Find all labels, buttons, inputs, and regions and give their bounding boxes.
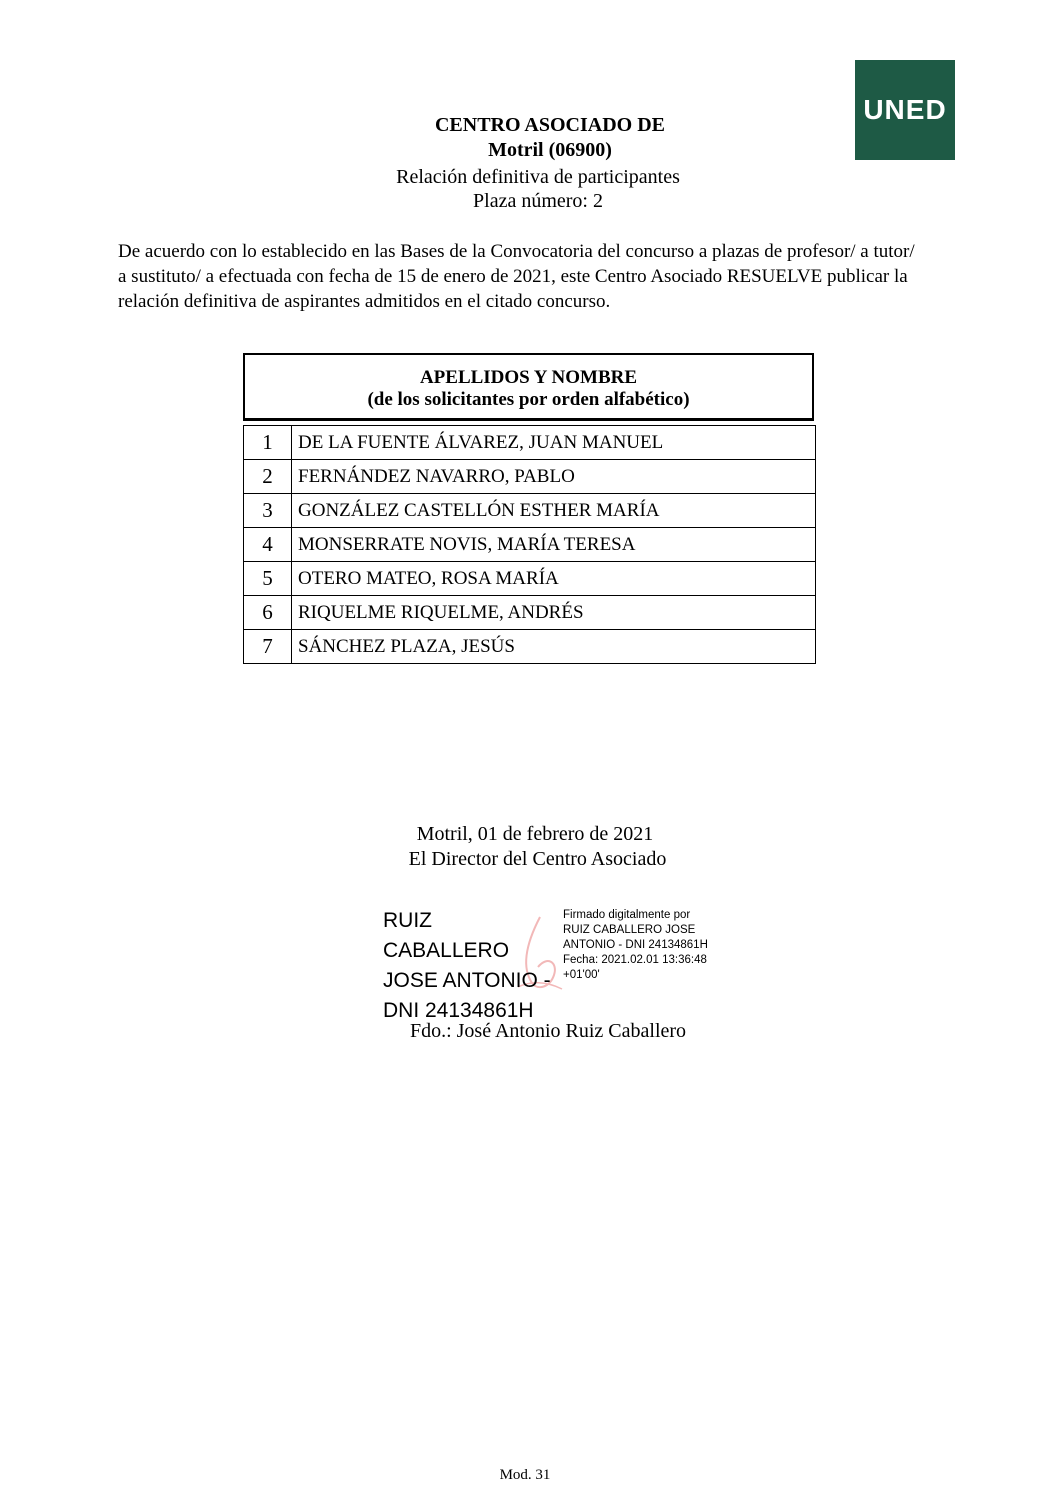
row-number: 5 <box>244 562 292 596</box>
row-number: 1 <box>244 426 292 460</box>
row-name: RIQUELME RIQUELME, ANDRÉS <box>292 596 816 630</box>
table-row <box>244 630 816 664</box>
model-footer: Mod. 31 <box>499 1467 551 1483</box>
signature-detail-line-1: Firmado digitalmente por <box>563 909 691 921</box>
table-row <box>244 528 816 562</box>
signature-detail-line-2: RUIZ CABALLERO JOSE <box>563 924 696 936</box>
uned-logo-text: UNED <box>863 94 947 125</box>
row-number: 3 <box>244 494 292 528</box>
row-number: 2 <box>244 460 292 494</box>
title-line-2: Motril (06900) <box>488 139 612 161</box>
signature-name-line-2: JOSE ANTONIO - <box>383 969 551 992</box>
place-date: Motril, 01 de febrero de 2021 <box>416 823 654 845</box>
intro-line-2: a sustituto/ a efectuada con fecha de 15 de enero de 2021, este Centro Asociado RESUELVE publicar la <box>118 266 908 287</box>
participants-table <box>243 425 816 664</box>
signature-detail-line-3: ANTONIO - DNI 24134861H <box>563 939 708 951</box>
row-name: SÁNCHEZ PLAZA, JESÚS <box>292 630 816 664</box>
subtitle-line-2: Plaza número: 2 <box>473 190 603 212</box>
row-name: FERNÁNDEZ NAVARRO, PABLO <box>292 460 816 494</box>
row-name: MONSERRATE NOVIS, MARÍA TERESA <box>292 528 816 562</box>
row-number: 7 <box>244 630 292 664</box>
intro-paragraph <box>118 239 948 314</box>
row-name: DE LA FUENTE ÁLVAREZ, JUAN MANUEL <box>292 426 816 460</box>
intro-line-1: De acuerdo con lo establecido en las Bases de la Convocatoria del concurso a plazas de profesor/ a tutor/ <box>118 241 915 262</box>
signature-name-line-3: DNI 24134861H <box>383 999 534 1022</box>
table-row <box>244 494 816 528</box>
signature-detail <box>563 908 733 983</box>
table-row <box>244 596 816 630</box>
title-line-1: CENTRO ASOCIADO DE <box>434 114 666 136</box>
signature-name <box>383 906 563 1026</box>
director-role: El Director del Centro Asociado <box>408 848 667 870</box>
signature-name-line-1: RUIZ CABALLERO <box>383 909 510 962</box>
table-row <box>244 460 816 494</box>
signed-by: Fdo.: José Antonio Ruiz Caballero <box>409 1020 687 1042</box>
table-row <box>244 562 816 596</box>
table-header-line-2: (de los solicitantes por orden alfabético) <box>367 389 690 410</box>
intro-line-3: relación definitiva de aspirantes admitidos en el citado concurso. <box>118 291 611 312</box>
subtitle-line-1: Relación definitiva de participantes <box>396 166 680 188</box>
table-header <box>243 353 814 421</box>
row-name: OTERO MATEO, ROSA MARÍA <box>292 562 816 596</box>
signature-detail-line-4: Fecha: 2021.02.01 13:36:48 <box>563 954 707 966</box>
row-number: 4 <box>244 528 292 562</box>
table-header-line-1: APELLIDOS Y NOMBRE <box>419 367 638 388</box>
row-number: 6 <box>244 596 292 630</box>
signature-detail-line-5: +01'00' <box>563 969 600 981</box>
table-row <box>244 426 816 460</box>
row-name: GONZÁLEZ CASTELLÓN ESTHER MARÍA <box>292 494 816 528</box>
